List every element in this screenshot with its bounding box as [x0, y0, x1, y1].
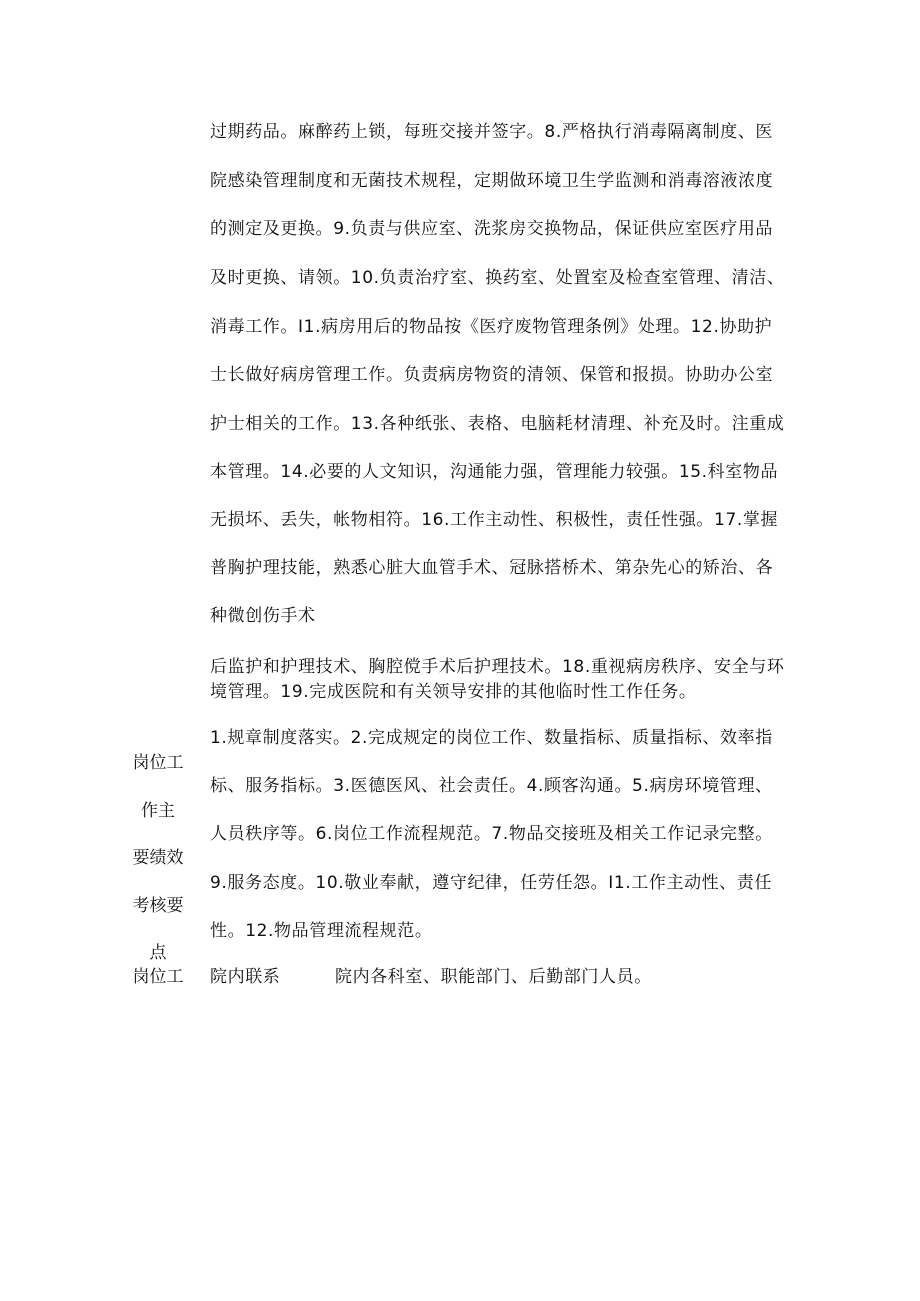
relations-label: 岗位工	[132, 967, 184, 987]
relations-sub-label: 院内联系	[210, 967, 281, 987]
duty-line: 的测定及更换。9.负责与供应室、洗浆房交换物品，保证供应室医疗用品	[210, 219, 774, 239]
performance-label-line: 岗位工	[132, 753, 184, 773]
duty-line: 种微创伤手术	[210, 606, 316, 626]
duty-line: 本管理。14.必要的人文知识，沟通能力强，管理能力较强。15.科室物品	[210, 462, 779, 482]
duty-line: 普胸护理技能，熟悉心脏大血管手术、冠脉搭桥术、第杂先心的矫治、各	[210, 558, 774, 578]
duty-line: 及时更换、请领。10.负责治疗室、换药室、处置室及检查室管理、清洁、	[210, 268, 785, 288]
duty-line: 无损坏、丢失，帐物相符。16.工作主动性、积极性，责任性强。17.掌握	[210, 510, 779, 530]
duty-continuation-line: 后监护和护理技术、胸腔傥手术后护理技术。18.重视病房秩序、安全与环	[210, 657, 785, 677]
performance-label-line: 考核要	[132, 896, 184, 916]
performance-content-line: 1.规章制度落实。2.完成规定的岗位工作、数量指标、质量指标、效率指	[210, 728, 773, 748]
duty-line: 院感染管理制度和无菌技术规程，定期做环境卫生学监测和消毒溶液浓度	[210, 171, 774, 191]
relations-value: 院内各科室、职能部门、后勤部门人员。	[335, 967, 652, 987]
performance-label-line: 点	[149, 943, 167, 963]
performance-label-line: 要绩效	[132, 848, 184, 868]
performance-content-line: 标、服务指标。3.医德医风、社会责任。4.顾客沟通。5.病房环境管理、	[210, 776, 773, 796]
duty-continuation-line: 境管理。19.完成医院和有关领导安排的其他临时性工作任务。	[210, 682, 697, 702]
performance-label-line: 作主	[141, 801, 175, 821]
duty-line: 消毒工作。I1.病房用后的物品按《医疗废物管理条例》处理。12.协助护	[210, 317, 773, 337]
performance-content-line: 人员秩序等。6.岗位工作流程规范。7.物品交接班及相关工作记录完整。	[210, 824, 773, 844]
performance-content-line: 9.服务态度。10.敬业奉献，遵守纪律，任劳任怨。I1.工作主动性、责任	[210, 873, 773, 893]
duty-line: 护士相关的工作。13.各种纸张、表格、电脑耗材清理、补充及时。注重成	[210, 414, 785, 434]
duty-line: 士长做好病房管理工作。负责病房物资的清领、保管和报损。协助办公室	[210, 365, 774, 385]
performance-content-line: 性。12.物品管理流程规范。	[210, 921, 433, 941]
duty-line: 过期药品。麻醉药上锁，每班交接并签字。8.严格执行消毒隔离制度、医	[210, 122, 774, 142]
